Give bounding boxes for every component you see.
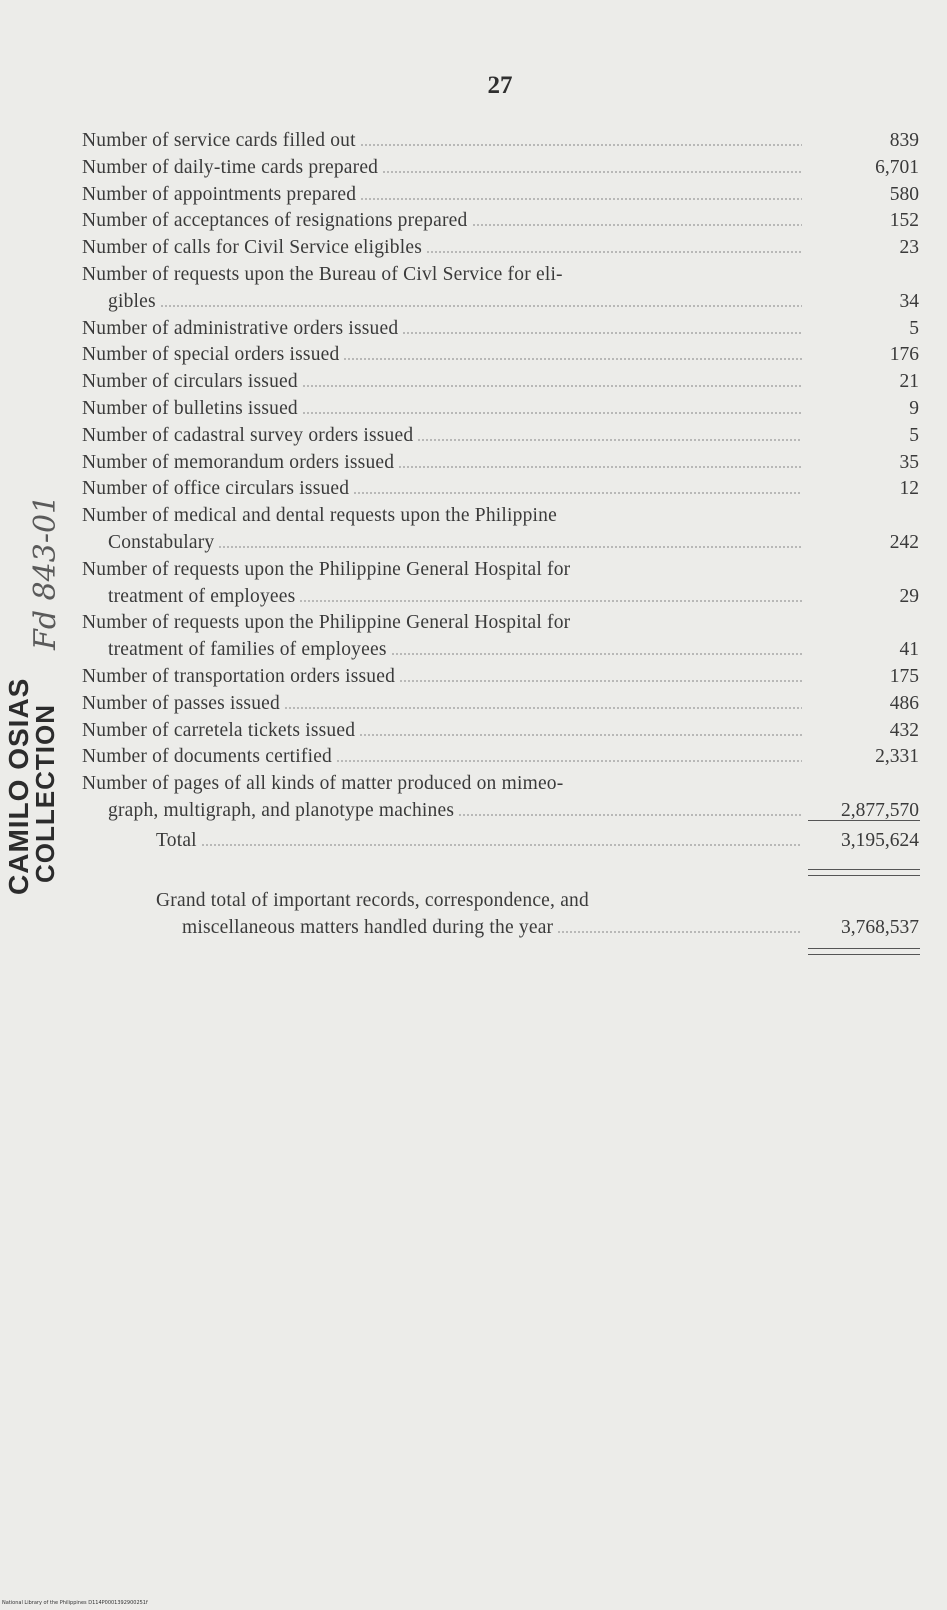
row-label-line [82,718,802,745]
row-label-line [82,610,802,637]
stamp-line-2: COLLECTION [30,704,60,883]
row-label-line [82,584,802,611]
row-label-text: Number of requests upon the Philippine General Hospital for [82,558,571,580]
leader-dots [284,707,802,709]
grand-total-double-rule [808,948,920,955]
table-row [82,557,922,611]
row-label-line [82,235,802,262]
leader-dots [160,305,802,307]
row-label-line [82,369,802,396]
table-row [82,342,922,369]
row-label-text: Number of office circulars issued [82,478,350,500]
table-row [82,208,922,235]
row-label-text: Number of administrative orders issued [82,317,399,339]
grand-total-line-2: miscellaneous matters handled during the year [182,916,554,938]
row-label-line [82,262,802,289]
leader-dots [458,814,802,816]
row-label-text: treatment of families of employees [108,639,387,661]
row-label-line [82,557,802,584]
total-label-cell [156,828,802,855]
row-label-text: Number of circulars issued [82,371,298,393]
row-label-line [82,637,802,664]
table-row [82,744,922,771]
stamp-line-1: CAMILO OSIAS [3,677,34,895]
row-label [82,610,802,664]
grand-total-label-cell [156,888,802,942]
table-row [82,610,922,664]
row-label-text: Number of cadastral survey orders issued [82,424,414,446]
row-label-line [82,691,802,718]
table-row [82,771,922,825]
leader-dots [353,492,802,494]
leader-dots [398,466,802,468]
row-label-text: gibles [108,290,156,312]
row-label-text: Number of daily-time cards prepared [82,156,379,178]
leader-dots [336,760,802,762]
row-value: 486 [889,692,919,714]
leader-dots [302,412,802,414]
row-value: 9 [909,397,919,419]
grand-total-line-1: Grand total of important records, correspondence, and [156,890,589,911]
row-label-line [82,450,802,477]
row-label-text: Number of requests upon the Bureau of Civl Service for eli- [82,263,563,285]
leader-dots [399,680,802,682]
grand-total-row [156,888,922,942]
collection-stamp [3,677,60,895]
leader-dots [557,931,802,933]
row-label-text: Number of requests upon the Philippine General Hospital for [82,612,571,634]
table-row [82,664,922,691]
table-row [82,155,922,182]
row-value: 5 [909,424,919,446]
row-label-line [82,128,802,155]
leader-dots [426,251,802,253]
table-row [82,503,922,557]
row-label-text: Number of acceptances of resignations prepared [82,210,468,232]
table-row [82,128,922,155]
row-value: 34 [899,290,919,312]
row-label-line [82,208,802,235]
leader-dots [417,439,802,441]
row-value: 35 [899,451,919,473]
table-row [82,691,922,718]
row-value: 242 [889,531,919,553]
row-label-line [82,664,802,691]
row-label-text: Number of transportation orders issued [82,665,396,687]
leader-dots [299,600,802,602]
row-label [82,235,802,262]
row-label-text: Number of special orders issued [82,344,340,366]
row-label [82,664,802,691]
leader-dots [201,844,802,846]
row-label-text: Number of medical and dental requests upon the Philippine [82,505,557,527]
row-label-line [82,155,802,182]
handwritten-note: Fd 843-01 [28,494,63,650]
footer-credit: National Library of the Philippines D114P0001392900251f [2,1600,148,1606]
table-row [82,316,922,343]
row-label [82,557,802,611]
row-label-line [82,342,802,369]
row-value: 580 [889,183,919,205]
row-label-line [82,744,802,771]
row-label [82,476,802,503]
row-label-line [82,476,802,503]
table-row [82,450,922,477]
row-label [82,771,802,825]
row-label [82,691,802,718]
leader-dots [382,171,802,173]
row-label-line [82,771,802,798]
sum-rule [808,820,920,821]
row-label-line [82,182,802,209]
row-value: 6,701 [875,156,919,178]
row-label [82,155,802,182]
row-value: 176 [889,344,919,366]
row-value: 839 [889,130,919,151]
row-label-text: Constabulary [108,531,215,553]
leader-dots [343,358,802,360]
row-value: 29 [899,585,919,607]
leader-dots [218,546,802,548]
row-label [82,262,802,316]
row-label [82,128,802,155]
row-value: 432 [889,719,919,741]
table-row [82,369,922,396]
row-label-text: Number of carretela tickets issued [82,719,356,741]
row-label-line [82,798,802,825]
row-label [82,342,802,369]
row-label-text: Number of documents certified [82,746,333,768]
row-label-line [82,530,802,557]
row-label [82,718,802,745]
records-table [82,128,922,825]
leader-dots [359,734,802,736]
table-row [82,235,922,262]
row-label-line [82,396,802,423]
total-row [156,828,922,855]
total-value: 3,195,624 [841,830,919,851]
table-row [82,423,922,450]
row-label-line [82,423,802,450]
row-label-line [82,503,802,530]
row-value: 41 [899,639,919,661]
leader-dots [302,385,802,387]
table-row [82,396,922,423]
page-number: 27 [487,72,513,99]
row-label [82,369,802,396]
row-value: 2,331 [875,746,919,768]
leader-dots [402,332,802,334]
table-row [82,262,922,316]
row-value: 23 [899,237,919,259]
table-row [82,476,922,503]
row-value: 175 [889,665,919,687]
row-label [82,423,802,450]
row-label-text: Number of service cards filled out [82,130,356,151]
leader-dots [360,198,802,200]
total-double-rule [808,869,920,876]
row-label-text: Number of passes issued [82,692,280,714]
row-label [82,208,802,235]
row-label [82,396,802,423]
row-label [82,744,802,771]
row-label [82,503,802,557]
leader-dots [360,144,802,146]
row-label-text: treatment of employees [108,585,296,607]
row-value: 12 [899,478,919,500]
row-value: 2,877,570 [841,799,919,821]
row-value: 21 [899,371,919,393]
row-value: 5 [909,317,919,339]
row-label-text: graph, multigraph, and planotype machines [108,799,455,821]
grand-total-value: 3,768,537 [841,916,919,938]
table-row [82,182,922,209]
table-row [82,718,922,745]
row-label [82,450,802,477]
row-label-line [82,289,802,316]
leader-dots [472,224,803,226]
row-label-text: Number of calls for Civil Service eligibles [82,237,423,259]
row-label-text: Number of memorandum orders issued [82,451,395,473]
leader-dots [391,653,802,655]
row-label-text: Number of appointments prepared [82,183,357,205]
row-label-text: Number of bulletins issued [82,397,298,419]
row-label [82,182,802,209]
row-label-line [82,316,802,343]
total-label: Total [156,830,197,851]
row-value: 152 [889,210,919,232]
row-label [82,316,802,343]
row-label-text: Number of pages of all kinds of matter produced on mimeo- [82,773,564,795]
